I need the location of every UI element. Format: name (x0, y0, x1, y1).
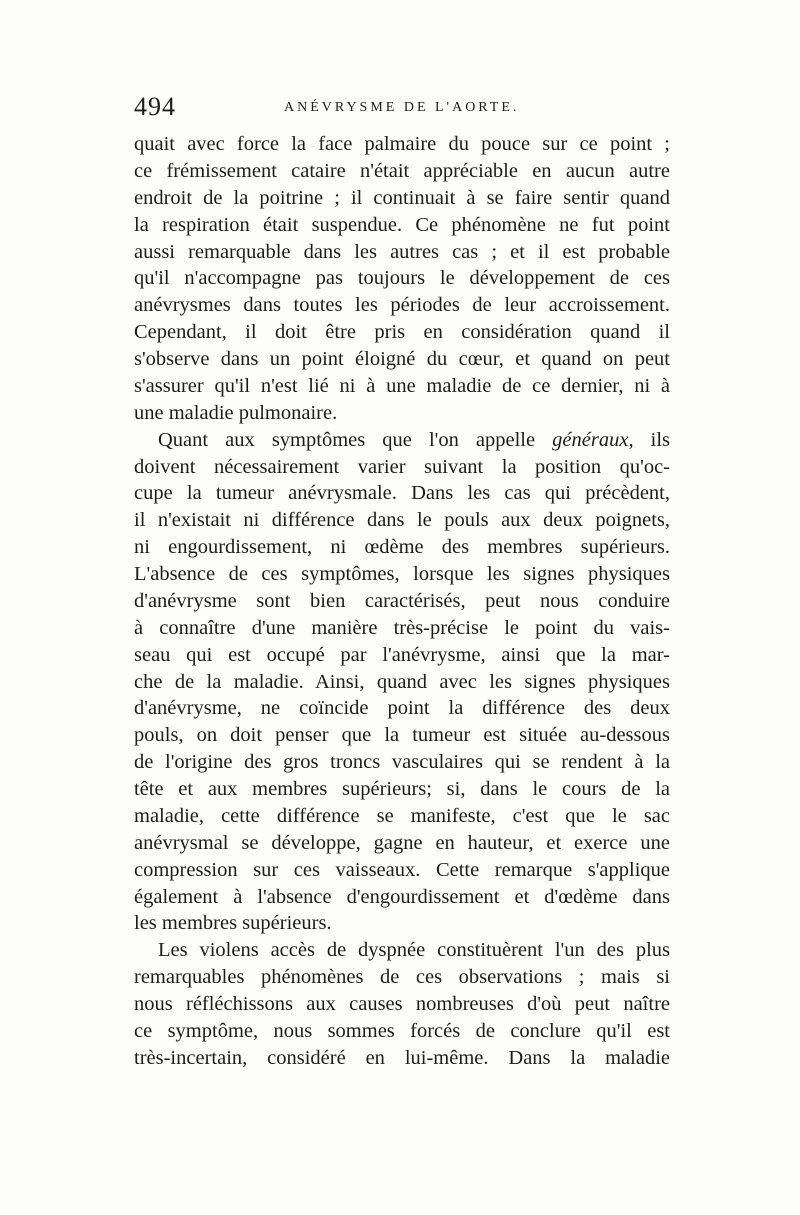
text-line: seau qui est occupé par l'anévrysme, ainsi que la mar- (134, 643, 670, 666)
text-line: endroit de la poitrine ; il continuait à se faire sentir quand (134, 186, 670, 209)
italic-term: généraux (552, 428, 629, 451)
line-end: , ils (628, 428, 670, 451)
text-line: très-incertain, considéré en lui-même. Dans la maladie (134, 1046, 670, 1069)
text-line: d'anévrysme, ne coïncide point la différence des deux (134, 697, 670, 720)
text-line: également à l'absence d'engourdissement et d'œdème dans (134, 885, 670, 908)
page-number: 494 (134, 92, 176, 121)
text-line: ce symptôme, nous sommes forcés de conclure qu'il est (134, 1019, 670, 1042)
text-line: L'absence de ces symptômes, lorsque les signes physiques (134, 563, 670, 585)
text-line: compression sur ces vaisseaux. Cette remarque s'applique (134, 858, 670, 881)
text-line: anévrysmes dans toutes les périodes de leur accroissement. (134, 294, 670, 317)
text-line: pouls, on doit penser que la tumeur est située au-dessous (134, 724, 670, 747)
line-start: Quant aux symptômes que l'on appelle (158, 428, 553, 451)
body-text (134, 131, 670, 1072)
text-line: les membres supérieurs. (134, 912, 332, 935)
text-line-with-italic (134, 427, 670, 454)
text-line: ni engourdissement, ni œdème des membres supérieurs. (134, 536, 670, 559)
text-line: doivent nécessairement varier suivant la position qu'oc- (134, 455, 670, 478)
text-line: s'assurer qu'il n'est lié ni à une maladie de ce dernier, ni à (134, 374, 670, 397)
text-line: quait avec force la face palmaire du pouce sur ce point ; (134, 133, 670, 155)
text-line: cupe la tumeur anévrysmale. Dans les cas qui précèdent, (134, 482, 670, 505)
text-line: une maladie pulmonaire. (134, 401, 338, 424)
page-header (134, 92, 674, 122)
text-line: à connaître d'une manière très-précise le point du vais- (134, 616, 670, 639)
text-line: Les violens accès de dyspnée constituèrent l'un des plus (158, 939, 670, 962)
text-line: qu'il n'accompagne pas toujours le développement de ces (134, 267, 670, 290)
text-line: maladie, cette différence se manifeste, c'est que le sac (134, 804, 670, 827)
text-line: il n'existait ni différence dans le pouls aux deux poignets, (134, 509, 670, 532)
running-head: ANÉVRYSME DE L'AORTE. (284, 100, 520, 115)
text-line: che de la maladie. Ainsi, quand avec les signes physiques (134, 670, 670, 693)
text-line: anévrysmal se développe, gagne en hauteur, et exerce une (134, 831, 670, 854)
text-line: remarquables phénomènes de ces observations ; mais si (134, 966, 670, 989)
text-line: ce frémissement cataire n'était appréciable en aucun autre (134, 159, 670, 182)
text-line: aussi remarquable dans les autres cas ; et il est probable (134, 240, 670, 263)
text-line: d'anévrysme sont bien caractérisés, peut nous conduire (134, 589, 670, 612)
text-line: s'observe dans un point éloigné du cœur, et quand on peut (134, 348, 670, 370)
text-line: nous réfléchissons aux causes nombreuses d'où peut naître (134, 993, 670, 1015)
text-line: tête et aux membres supérieurs; si, dans le cours de la (134, 778, 670, 800)
text-line: la respiration était suspendue. Ce phénomène ne fut point (134, 213, 670, 236)
text-line: de l'origine des gros troncs vasculaires qui se rendent à la (134, 751, 670, 774)
text-line: Cependant, il doit être pris en considération quand il (134, 321, 670, 344)
